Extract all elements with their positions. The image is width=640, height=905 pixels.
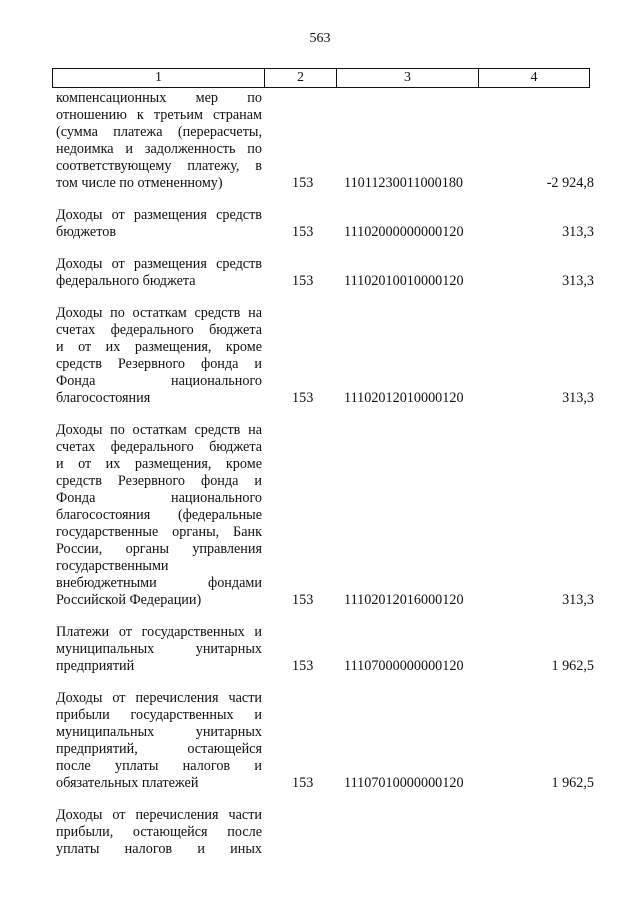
description-line: Доходы от размещения средств	[56, 207, 262, 223]
description-line: соответствующему платежу, в	[56, 158, 262, 174]
description-line: том числе по отмененному)	[56, 175, 223, 191]
table-row	[56, 690, 596, 792]
admin-code-cell: 153	[292, 224, 314, 240]
description-line: предприятий	[56, 658, 135, 674]
description-line: (сумма платежа (перерасчеты,	[56, 124, 262, 140]
description-line: средств Резервного фонда и	[56, 473, 262, 489]
description-line: обязательных платежей	[56, 775, 199, 791]
description-line: Российской Федерации)	[56, 592, 202, 608]
header-col-3: 3	[337, 69, 479, 87]
description-line: отношению к третьим странам	[56, 107, 262, 123]
budget-code-cell: 11107010000000120	[344, 775, 464, 791]
description-line: счетах федерального бюджета	[56, 322, 262, 338]
budget-code-cell: 11102012010000120	[344, 390, 464, 406]
admin-code-cell: 153	[292, 658, 314, 674]
description-line: недоимка и задолженность по	[56, 141, 262, 157]
admin-code-cell: 153	[292, 273, 314, 289]
admin-code-cell: 153	[292, 592, 314, 608]
amount-cell: 313,3	[562, 273, 594, 289]
description-line: после уплаты налогов и	[56, 758, 262, 774]
row-description	[56, 256, 262, 290]
description-line: предприятий, остающейся	[56, 741, 262, 757]
row-description	[56, 422, 262, 609]
description-line: средств Резервного фонда и	[56, 356, 262, 372]
budget-code-cell: 11102000000000120	[344, 224, 464, 240]
amount-cell: 1 962,5	[551, 658, 594, 674]
table-row	[56, 807, 596, 858]
header-col-1: 1	[53, 69, 265, 87]
description-line: Доходы от размещения средств	[56, 256, 262, 272]
description-line: Фонда национального	[56, 490, 262, 506]
description-line: Доходы от перечисления части	[56, 690, 262, 706]
budget-code-cell: 11102010010000120	[344, 273, 464, 289]
amount-cell: 313,3	[562, 592, 594, 608]
header-col-2: 2	[265, 69, 337, 87]
description-line: прибыли государственных и	[56, 707, 262, 723]
table-body	[56, 90, 596, 873]
amount-cell: -2 924,8	[546, 175, 594, 191]
description-line: Доходы по остаткам средств на	[56, 305, 262, 321]
admin-code-cell: 153	[292, 390, 314, 406]
description-line: государственными	[56, 558, 169, 574]
amount-cell: 313,3	[562, 390, 594, 406]
description-line: внебюджетными фондами	[56, 575, 262, 591]
header-col-4: 4	[530, 70, 538, 85]
table-row	[56, 422, 596, 609]
budget-code-cell: 11107000000000120	[344, 658, 464, 674]
description-line: счетах федерального бюджета	[56, 439, 262, 455]
description-line: муниципальных унитарных	[56, 724, 262, 740]
description-line: прибыли, остающейся после	[56, 824, 262, 840]
table-row	[56, 624, 596, 675]
description-line: России, органы управления	[56, 541, 262, 557]
row-description	[56, 305, 262, 407]
description-line: Доходы по остаткам средств на	[56, 422, 262, 438]
description-line: Доходы от перечисления части	[56, 807, 262, 823]
table-row	[56, 90, 596, 192]
description-line: муниципальных унитарных	[56, 641, 262, 657]
description-line: компенсационных мер по	[56, 90, 262, 106]
budget-code-cell: 11102012016000120	[344, 592, 464, 608]
description-line: Фонда национального	[56, 373, 262, 389]
row-description	[56, 807, 262, 858]
page-number: 563	[309, 31, 331, 46]
admin-code-cell: 153	[292, 775, 314, 791]
row-description	[56, 207, 262, 241]
description-line: и от их размещения, кроме	[56, 456, 262, 472]
row-description	[56, 690, 262, 792]
row-description	[56, 90, 262, 192]
description-line: федерального бюджета	[56, 273, 196, 289]
table-header	[52, 68, 590, 88]
table-row	[56, 256, 596, 290]
description-line: уплаты налогов и иных	[56, 841, 262, 857]
budget-code-cell: 11011230011000180	[344, 175, 464, 191]
amount-cell: 313,3	[562, 224, 594, 240]
description-line: Платежи от государственных и	[56, 624, 262, 640]
description-line: и от их размещения, кроме	[56, 339, 262, 355]
table-row	[56, 305, 596, 407]
table-row	[56, 207, 596, 241]
description-line: бюджетов	[56, 224, 117, 240]
description-line: благосостояния (федеральные	[56, 507, 262, 523]
row-description	[56, 624, 262, 675]
amount-cell: 1 962,5	[551, 775, 594, 791]
admin-code-cell: 153	[292, 175, 314, 191]
description-line: государственные органы, Банк	[56, 524, 262, 540]
description-line: благосостояния	[56, 390, 151, 406]
